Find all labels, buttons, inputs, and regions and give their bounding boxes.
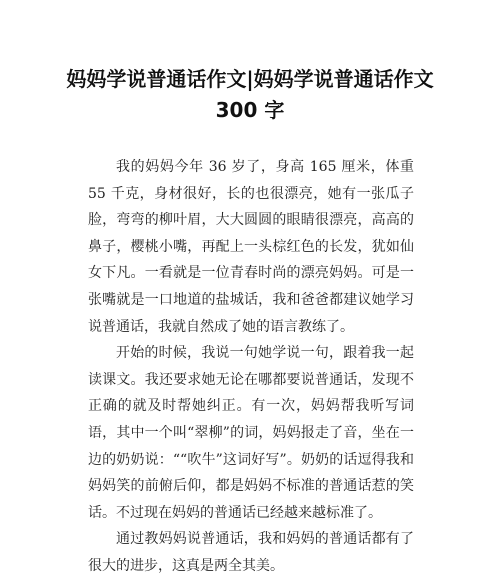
document-title: 妈妈学说普通话作文|妈妈学说普通话作文 300 字 (66, 67, 434, 122)
paragraph-1: 我的妈妈今年 36 岁了，身高 165 厘米，体重 55 千克，身材很好，长的也很漂亮，她有一张瓜子脸，弯弯的柳叶眉，大大圆圆的眼睛很漂亮，高高的鼻子，樱桃小嘴，再配上一头棕红色的长发，犹如仙女下凡。一看就是一位青春时尚的漂亮妈妈。可是一张嘴就是一口地道的盐城话，我和爸爸都建议她学习说普通话，我就自然成了她的语言教练了。 (88, 159, 414, 335)
document-body (88, 154, 414, 580)
paragraph-2: 开始的时候，我说一句她学说一句，跟着我一起读课文。我还要求她无论在哪都要说普通话，发现不正确的就及时帮她纠正。有一次，妈妈帮我听写词语，其中一个叫“翠柳”的词，妈妈报走了音，坐在一边的奶奶说：““吹牛”这词好写”。奶奶的话逗得我和妈妈笑的前俯后仰，都是妈妈不标准的普通话惹的笑话。不过现在妈妈的普通话已经越来越标准了。 (88, 345, 414, 521)
paragraph-3: 通过教妈妈说普通话，我和妈妈的普通话都有了很大的进步，这真是两全其美。 (88, 531, 414, 574)
